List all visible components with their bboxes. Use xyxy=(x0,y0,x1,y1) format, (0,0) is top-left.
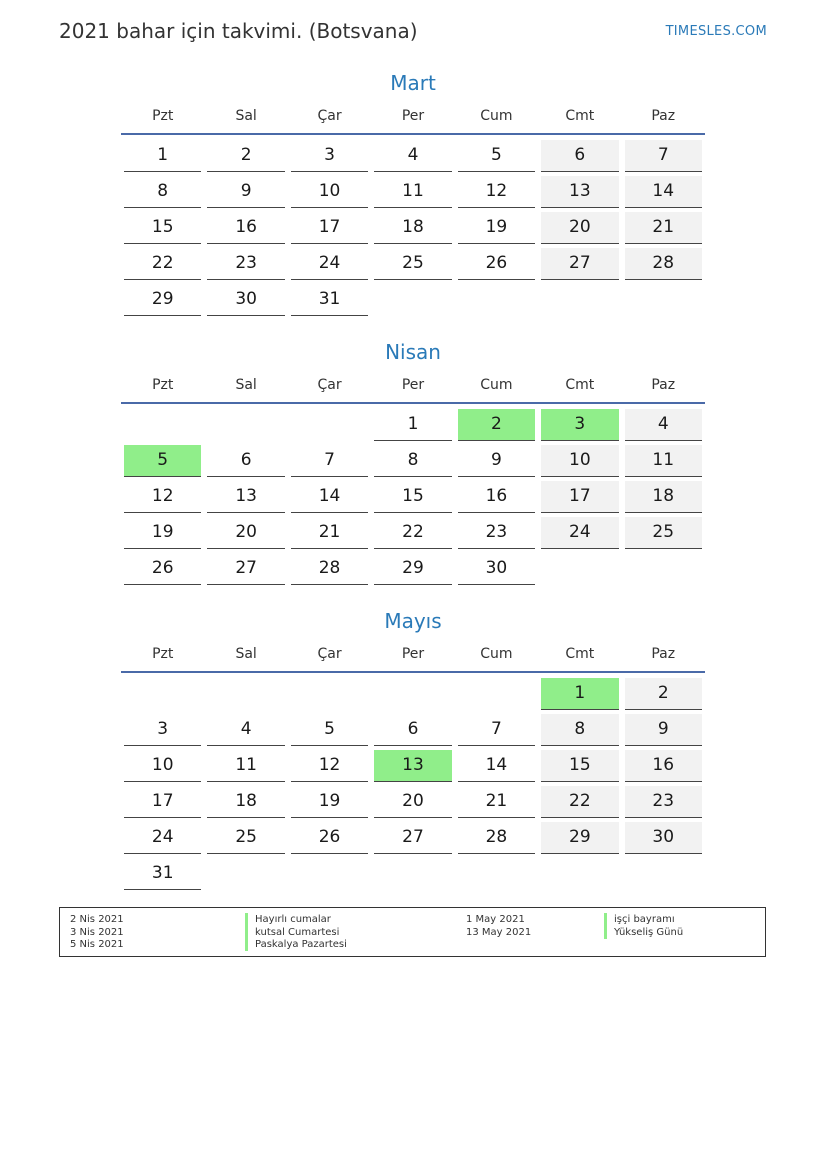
day-cell xyxy=(371,714,454,750)
day-cell xyxy=(121,176,204,212)
day-cell xyxy=(455,714,538,750)
day-cell xyxy=(622,176,705,212)
empty-cell xyxy=(288,678,371,714)
day-cell xyxy=(371,786,454,822)
day-number: 10 xyxy=(291,176,368,208)
day-number: 17 xyxy=(541,481,618,513)
day-number: 31 xyxy=(291,284,368,316)
day-number: 2 xyxy=(458,409,535,441)
day-number: 29 xyxy=(124,284,201,316)
day-number: 4 xyxy=(207,714,284,746)
weekday-label: Cum xyxy=(480,646,513,662)
weekday-label: Sal xyxy=(235,377,257,393)
day-number: 22 xyxy=(541,786,618,818)
weekday-label: Per xyxy=(401,646,425,662)
day-number: 26 xyxy=(124,553,201,585)
legend-holiday-name: Yükseliş Günü xyxy=(604,926,683,939)
day-cell xyxy=(288,750,371,786)
empty-cell xyxy=(204,678,287,714)
day-cell xyxy=(371,409,454,445)
day-cell xyxy=(204,248,287,284)
month-name: Nisan xyxy=(385,340,441,364)
day-cell xyxy=(622,481,705,517)
day-cell xyxy=(204,481,287,517)
day-number: 9 xyxy=(207,176,284,208)
day-number: 24 xyxy=(291,248,368,280)
day-number: 5 xyxy=(124,445,201,477)
day-number: 24 xyxy=(124,822,201,854)
day-number: 14 xyxy=(291,481,368,513)
empty-cell xyxy=(455,678,538,714)
day-cell xyxy=(288,284,371,320)
weekday-label: Çar xyxy=(317,108,342,124)
day-number: 8 xyxy=(124,176,201,208)
day-cell xyxy=(288,553,371,589)
weekday-label: Cum xyxy=(480,377,513,393)
month-calendar xyxy=(121,70,705,320)
weekday-label: Paz xyxy=(651,646,676,662)
empty-cell xyxy=(121,678,204,714)
weekday-label: Per xyxy=(401,377,425,393)
day-cell xyxy=(622,714,705,750)
day-cell xyxy=(288,176,371,212)
empty-cell xyxy=(121,409,204,445)
day-number: 22 xyxy=(374,517,451,549)
day-cell xyxy=(538,714,621,750)
legend-holiday-name: işçi bayramı xyxy=(604,913,675,926)
day-cell xyxy=(288,212,371,248)
day-cell xyxy=(622,140,705,176)
day-number: 8 xyxy=(374,445,451,477)
day-cell xyxy=(622,750,705,786)
legend-holiday-name: kutsal Cumartesi xyxy=(245,926,339,939)
day-number: 28 xyxy=(458,822,535,854)
day-number: 16 xyxy=(207,212,284,244)
holiday-day-cell xyxy=(371,750,454,786)
day-number: 18 xyxy=(625,481,702,513)
day-cell xyxy=(371,553,454,589)
day-number: 6 xyxy=(374,714,451,746)
day-number: 10 xyxy=(124,750,201,782)
weekday-label: Çar xyxy=(317,646,342,662)
day-cell xyxy=(204,176,287,212)
day-cell xyxy=(622,248,705,284)
weekday-label: Sal xyxy=(235,108,257,124)
weekday-label: Pzt xyxy=(152,646,174,662)
day-number: 20 xyxy=(374,786,451,818)
day-number: 15 xyxy=(541,750,618,782)
day-number: 11 xyxy=(207,750,284,782)
day-number: 7 xyxy=(625,140,702,172)
day-number: 26 xyxy=(291,822,368,854)
day-cell xyxy=(121,714,204,750)
day-grid xyxy=(121,673,705,894)
day-cell xyxy=(204,786,287,822)
day-number: 13 xyxy=(541,176,618,208)
month-name: Mart xyxy=(390,71,436,95)
weekday-label: Cum xyxy=(480,108,513,124)
day-cell xyxy=(288,822,371,858)
day-number: 25 xyxy=(625,517,702,549)
day-grid xyxy=(121,135,705,320)
day-number: 30 xyxy=(207,284,284,316)
day-cell xyxy=(121,248,204,284)
day-number: 17 xyxy=(124,786,201,818)
day-number: 2 xyxy=(625,678,702,710)
day-cell xyxy=(622,445,705,481)
day-number: 17 xyxy=(291,212,368,244)
day-cell xyxy=(455,212,538,248)
day-cell xyxy=(455,786,538,822)
page-title: 2021 bahar için takvimi. (Botsvana) xyxy=(59,19,418,43)
day-number: 5 xyxy=(458,140,535,172)
holiday-day-cell xyxy=(121,445,204,481)
day-cell xyxy=(204,212,287,248)
day-cell xyxy=(538,517,621,553)
day-number: 18 xyxy=(374,212,451,244)
day-number: 27 xyxy=(207,553,284,585)
day-number: 20 xyxy=(541,212,618,244)
day-cell xyxy=(204,750,287,786)
day-number: 6 xyxy=(541,140,618,172)
day-number: 5 xyxy=(291,714,368,746)
day-number: 13 xyxy=(207,481,284,513)
holiday-legend xyxy=(59,907,766,957)
day-number: 26 xyxy=(458,248,535,280)
legend-date: 13 May 2021 xyxy=(466,926,532,938)
day-cell xyxy=(455,481,538,517)
day-cell xyxy=(288,714,371,750)
month-calendar xyxy=(121,339,705,589)
holiday-day-cell xyxy=(538,678,621,714)
day-cell xyxy=(455,750,538,786)
weekday-label: Pzt xyxy=(152,377,174,393)
day-cell xyxy=(121,786,204,822)
day-cell xyxy=(288,786,371,822)
day-cell xyxy=(288,517,371,553)
holiday-day-cell xyxy=(538,409,621,445)
day-cell xyxy=(371,140,454,176)
weekday-label: Cmt xyxy=(565,646,595,662)
day-cell xyxy=(538,445,621,481)
day-cell xyxy=(371,212,454,248)
day-number: 15 xyxy=(124,212,201,244)
day-number: 30 xyxy=(458,553,535,585)
day-number: 14 xyxy=(458,750,535,782)
day-cell xyxy=(455,248,538,284)
day-cell xyxy=(371,481,454,517)
day-cell xyxy=(455,517,538,553)
day-cell xyxy=(371,517,454,553)
day-cell xyxy=(121,750,204,786)
day-number: 18 xyxy=(207,786,284,818)
day-number: 19 xyxy=(124,517,201,549)
day-grid xyxy=(121,404,705,589)
day-number: 1 xyxy=(374,409,451,441)
day-number: 31 xyxy=(124,858,201,890)
day-number: 3 xyxy=(291,140,368,172)
day-number: 12 xyxy=(291,750,368,782)
day-cell xyxy=(622,212,705,248)
day-cell xyxy=(371,176,454,212)
day-number: 23 xyxy=(458,517,535,549)
day-cell xyxy=(204,714,287,750)
day-cell xyxy=(622,678,705,714)
day-number: 19 xyxy=(291,786,368,818)
day-cell xyxy=(204,517,287,553)
day-cell xyxy=(121,481,204,517)
day-cell xyxy=(204,822,287,858)
day-number: 13 xyxy=(374,750,451,782)
day-number: 11 xyxy=(625,445,702,477)
day-cell xyxy=(121,858,204,894)
day-number: 7 xyxy=(291,445,368,477)
day-cell xyxy=(288,140,371,176)
day-number: 23 xyxy=(207,248,284,280)
day-cell xyxy=(622,517,705,553)
day-cell xyxy=(371,445,454,481)
legend-date: 3 Nis 2021 xyxy=(70,926,124,938)
day-cell xyxy=(538,248,621,284)
day-number: 4 xyxy=(625,409,702,441)
day-cell xyxy=(371,248,454,284)
legend-holiday-name: Hayırlı cumalar xyxy=(245,913,331,926)
day-cell xyxy=(538,176,621,212)
day-number: 21 xyxy=(458,786,535,818)
day-number: 25 xyxy=(374,248,451,280)
weekday-label: Cmt xyxy=(565,377,595,393)
day-cell xyxy=(622,822,705,858)
day-number: 1 xyxy=(124,140,201,172)
day-cell xyxy=(622,786,705,822)
day-cell xyxy=(121,553,204,589)
month-name: Mayıs xyxy=(384,609,442,633)
day-cell xyxy=(538,140,621,176)
weekday-label: Paz xyxy=(651,108,676,124)
day-number: 16 xyxy=(625,750,702,782)
day-cell xyxy=(455,445,538,481)
weekday-label: Per xyxy=(401,108,425,124)
day-number: 24 xyxy=(541,517,618,549)
day-cell xyxy=(455,140,538,176)
day-number: 29 xyxy=(541,822,618,854)
day-cell xyxy=(204,553,287,589)
day-number: 1 xyxy=(541,678,618,710)
day-number: 14 xyxy=(625,176,702,208)
legend-date: 5 Nis 2021 xyxy=(70,939,124,950)
legend-date: 1 May 2021 xyxy=(466,914,525,925)
weekday-label: Paz xyxy=(651,377,676,393)
day-number: 15 xyxy=(374,481,451,513)
day-cell xyxy=(204,284,287,320)
weekday-label: Cmt xyxy=(565,108,595,124)
day-number: 30 xyxy=(625,822,702,854)
weekday-header xyxy=(121,645,705,673)
day-number: 20 xyxy=(207,517,284,549)
day-number: 27 xyxy=(374,822,451,854)
day-number: 21 xyxy=(291,517,368,549)
weekday-label: Sal xyxy=(235,646,257,662)
day-number: 25 xyxy=(207,822,284,854)
day-cell xyxy=(204,140,287,176)
legend-holiday-name: Paskalya Pazartesi xyxy=(245,938,347,951)
day-cell xyxy=(538,822,621,858)
day-number: 28 xyxy=(625,248,702,280)
day-number: 6 xyxy=(207,445,284,477)
day-cell xyxy=(121,517,204,553)
day-number: 2 xyxy=(207,140,284,172)
day-number: 9 xyxy=(625,714,702,746)
day-cell xyxy=(538,786,621,822)
day-number: 8 xyxy=(541,714,618,746)
day-number: 16 xyxy=(458,481,535,513)
day-number: 10 xyxy=(541,445,618,477)
day-cell xyxy=(455,822,538,858)
holiday-day-cell xyxy=(455,409,538,445)
day-number: 3 xyxy=(541,409,618,441)
day-cell xyxy=(538,212,621,248)
day-number: 19 xyxy=(458,212,535,244)
day-number: 12 xyxy=(458,176,535,208)
weekday-label: Çar xyxy=(317,377,342,393)
day-cell xyxy=(622,409,705,445)
empty-cell xyxy=(288,409,371,445)
day-number: 7 xyxy=(458,714,535,746)
day-cell xyxy=(121,822,204,858)
day-cell xyxy=(121,284,204,320)
month-calendar xyxy=(121,608,705,894)
legend-date: 2 Nis 2021 xyxy=(70,914,124,925)
day-number: 4 xyxy=(374,140,451,172)
day-cell xyxy=(121,212,204,248)
day-cell xyxy=(288,248,371,284)
day-number: 21 xyxy=(625,212,702,244)
day-cell xyxy=(288,445,371,481)
day-cell xyxy=(204,445,287,481)
day-number: 28 xyxy=(291,553,368,585)
weekday-header xyxy=(121,376,705,404)
day-cell xyxy=(371,822,454,858)
day-number: 12 xyxy=(124,481,201,513)
weekday-header xyxy=(121,107,705,135)
day-number: 11 xyxy=(374,176,451,208)
day-number: 29 xyxy=(374,553,451,585)
site-link[interactable]: TIMESLES.COM xyxy=(665,24,767,39)
day-cell xyxy=(121,140,204,176)
weekday-label: Pzt xyxy=(152,108,174,124)
day-number: 3 xyxy=(124,714,201,746)
day-number: 23 xyxy=(625,786,702,818)
day-number: 22 xyxy=(124,248,201,280)
day-cell xyxy=(288,481,371,517)
day-cell xyxy=(455,176,538,212)
day-number: 9 xyxy=(458,445,535,477)
day-cell xyxy=(455,553,538,589)
day-cell xyxy=(538,481,621,517)
day-number: 27 xyxy=(541,248,618,280)
empty-cell xyxy=(371,678,454,714)
empty-cell xyxy=(204,409,287,445)
day-cell xyxy=(538,750,621,786)
